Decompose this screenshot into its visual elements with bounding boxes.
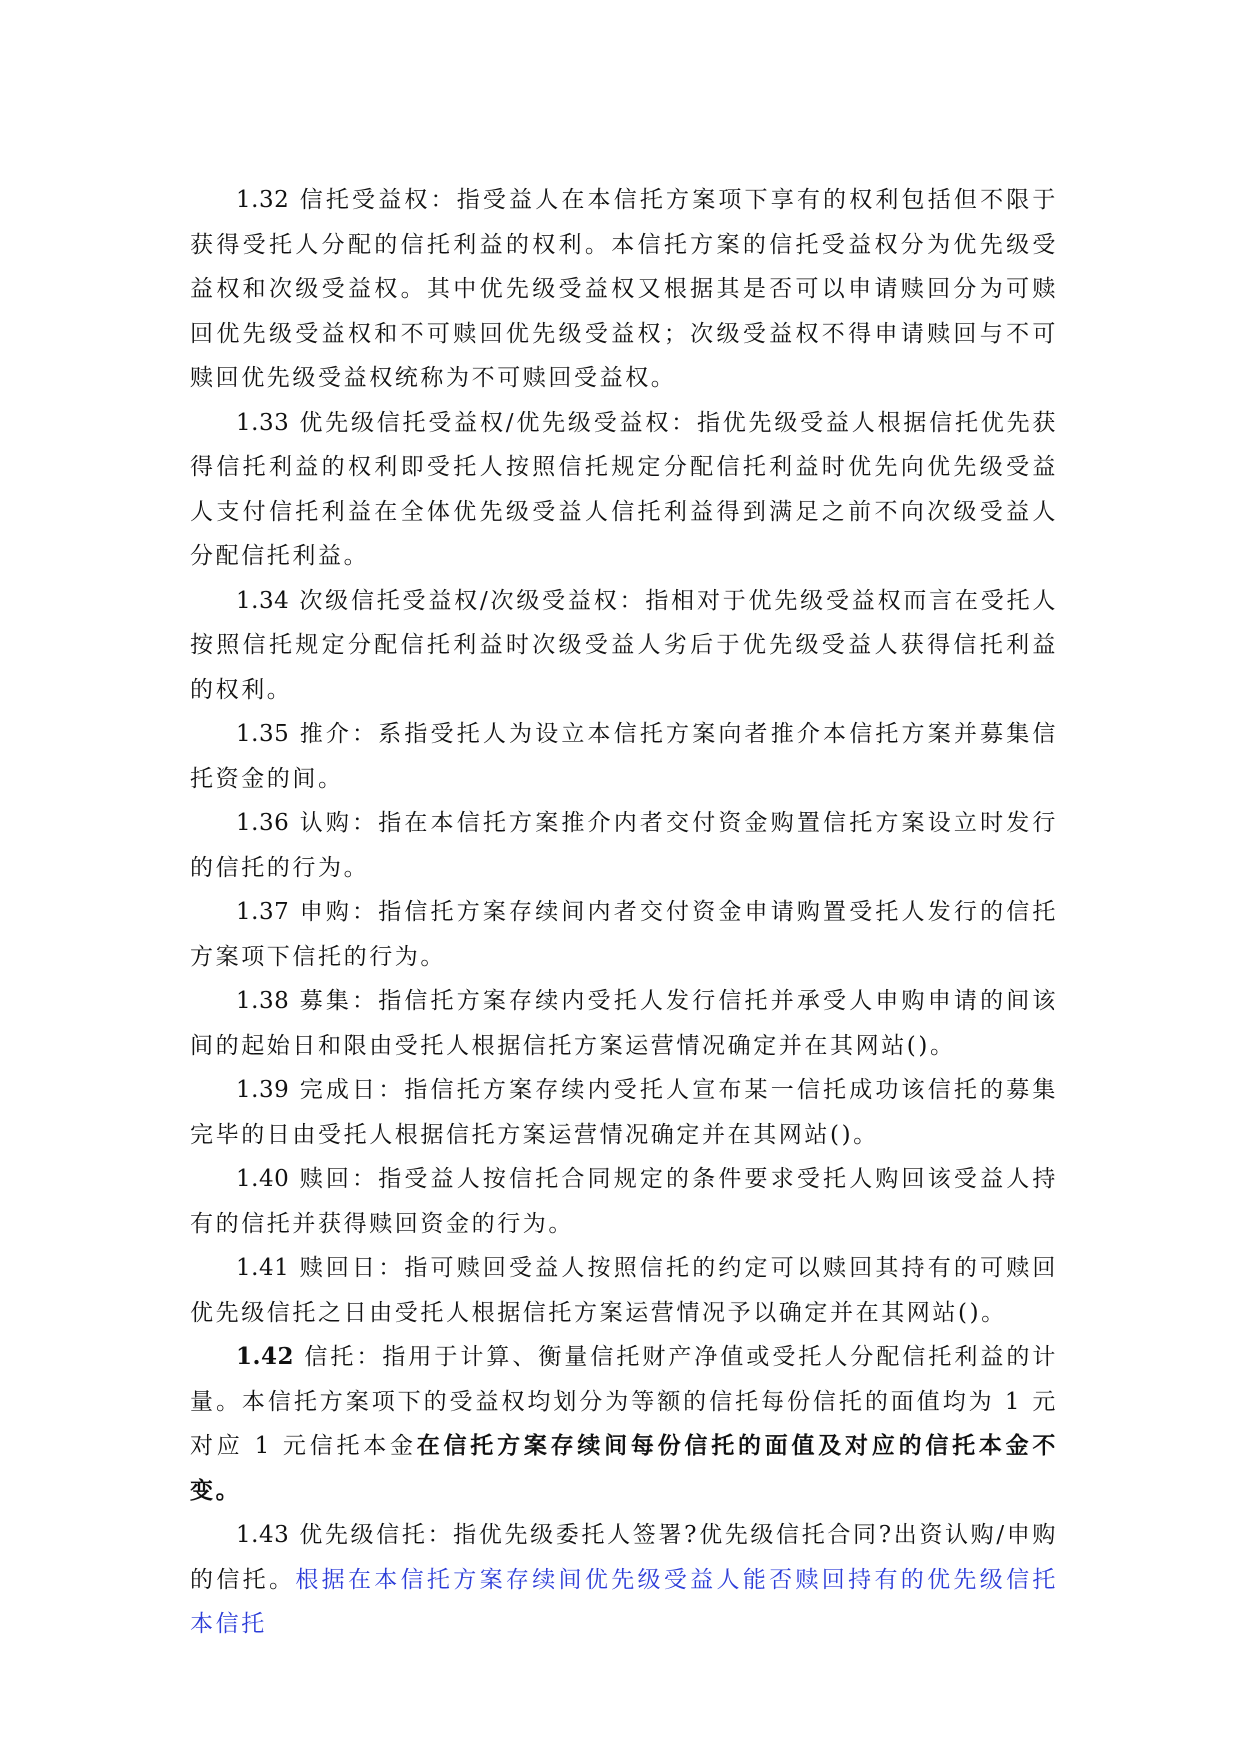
clause-number: 1.40 <box>236 1166 290 1192</box>
paragraph-1-37 <box>190 890 1058 979</box>
clause-number: 1.37 <box>236 899 290 925</box>
clause-number: 1.36 <box>236 810 290 836</box>
clause-text: 完成日：指信托方案存续内受托人宣布某一信托成功该信托的募集完毕的日由受托人根据信托方案运营情况确定并在其网站()。 <box>190 1077 1058 1148</box>
clause-number: 1.43 <box>236 1522 290 1548</box>
paragraph-1-42 <box>190 1335 1058 1513</box>
paragraph-1-39 <box>190 1068 1058 1157</box>
clause-text: 信托受益权：指受益人在本信托方案项下享有的权利包括但不限于获得受托人分配的信托利益的权利。本信托方案的信托受益权分为优先级受益权和次级受益权。其中优先级受益权又根据其是否可以申请赎回分为可赎回优先级受益权和不可赎回优先级受益权；次级受益权不得申请赎回与不可赎回优先级受益权统称为不可赎回受益权。 <box>190 187 1058 391</box>
clause-text: 信托：指用于计算、衡量信托财产净值或受托人分配信托利益的计量。本信托方案项下的受益权均划分为等额的信托每份信托的面值均为 1 元对应 1 元信托本金 <box>190 1344 1058 1459</box>
clause-number: 1.34 <box>236 587 290 614</box>
clause-number: 1.33 <box>236 409 290 436</box>
clause-text: 赎回：指受益人按信托合同规定的条件要求受托人购回该受益人持有的信托并获得赎回资金的行为。 <box>190 1166 1058 1237</box>
paragraph-1-32 <box>190 178 1058 401</box>
clause-number: 1.41 <box>236 1255 290 1281</box>
clause-text: 申购：指信托方案存续间内者交付资金申请购置受托人发行的信托方案项下信托的行为。 <box>190 899 1058 970</box>
paragraph-1-35 <box>190 712 1058 801</box>
clause-number: 1.38 <box>236 988 290 1014</box>
clause-text: 优先级信托受益权/优先级受益权：指优先级受益人根据信托优先获得信托利益的权利即受托人按照信托规定分配信托利益时优先向优先级受益人支付信托利益在全体优先级受益人信托利益得到满足之前不向次级受益人分配信托利益。 <box>190 409 1058 569</box>
clause-number: 1.39 <box>236 1077 290 1103</box>
paragraph-1-43 <box>190 1513 1058 1647</box>
clause-text: 赎回日：指可赎回受益人按照信托的约定可以赎回其持有的可赎回优先级信托之日由受托人根据信托方案运营情况予以确定并在其网站()。 <box>190 1255 1058 1326</box>
paragraph-1-38 <box>190 979 1058 1068</box>
clause-text: 次级信托受益权/次级受益权：指相对于优先级受益权而言在受托人按照信托规定分配信托利益时次级受益人劣后于优先级受益人获得信托利益的权利。 <box>190 587 1058 703</box>
clause-blue-text: 根据在本信托方案存续间优先级受益人能否赎回持有的优先级信托本信托 <box>190 1566 1059 1637</box>
paragraph-1-33 <box>190 401 1058 579</box>
paragraph-1-40 <box>190 1157 1058 1246</box>
clause-text: 认购：指在本信托方案推介内者交付资金购置信托方案设立时发行的信托的行为。 <box>190 810 1058 881</box>
clause-text: 推介：系指受托人为设立本信托方案向者推介本信托方案并募集信托资金的间。 <box>190 721 1058 792</box>
document-body <box>190 178 1058 1647</box>
clause-number: 1.32 <box>236 187 290 213</box>
clause-bold-emphasis: 在信托方案存续间每份信托的面值及对应的信托本金不变。 <box>190 1432 1058 1504</box>
paragraph-1-36 <box>190 801 1058 890</box>
clause-number: 1.35 <box>236 721 290 747</box>
paragraph-1-34 <box>190 579 1058 713</box>
clause-text: 优先级信托：指优先级委托人签署?优先级信托合同?出资认购/申购的信托。 <box>190 1522 1058 1593</box>
paragraph-1-41 <box>190 1246 1058 1335</box>
clause-text: 募集：指信托方案存续内受托人发行信托并承受人申购申请的间该间的起始日和限由受托人根据信托方案运营情况确定并在其网站()。 <box>190 988 1058 1059</box>
clause-number: 1.42 <box>236 1343 295 1370</box>
